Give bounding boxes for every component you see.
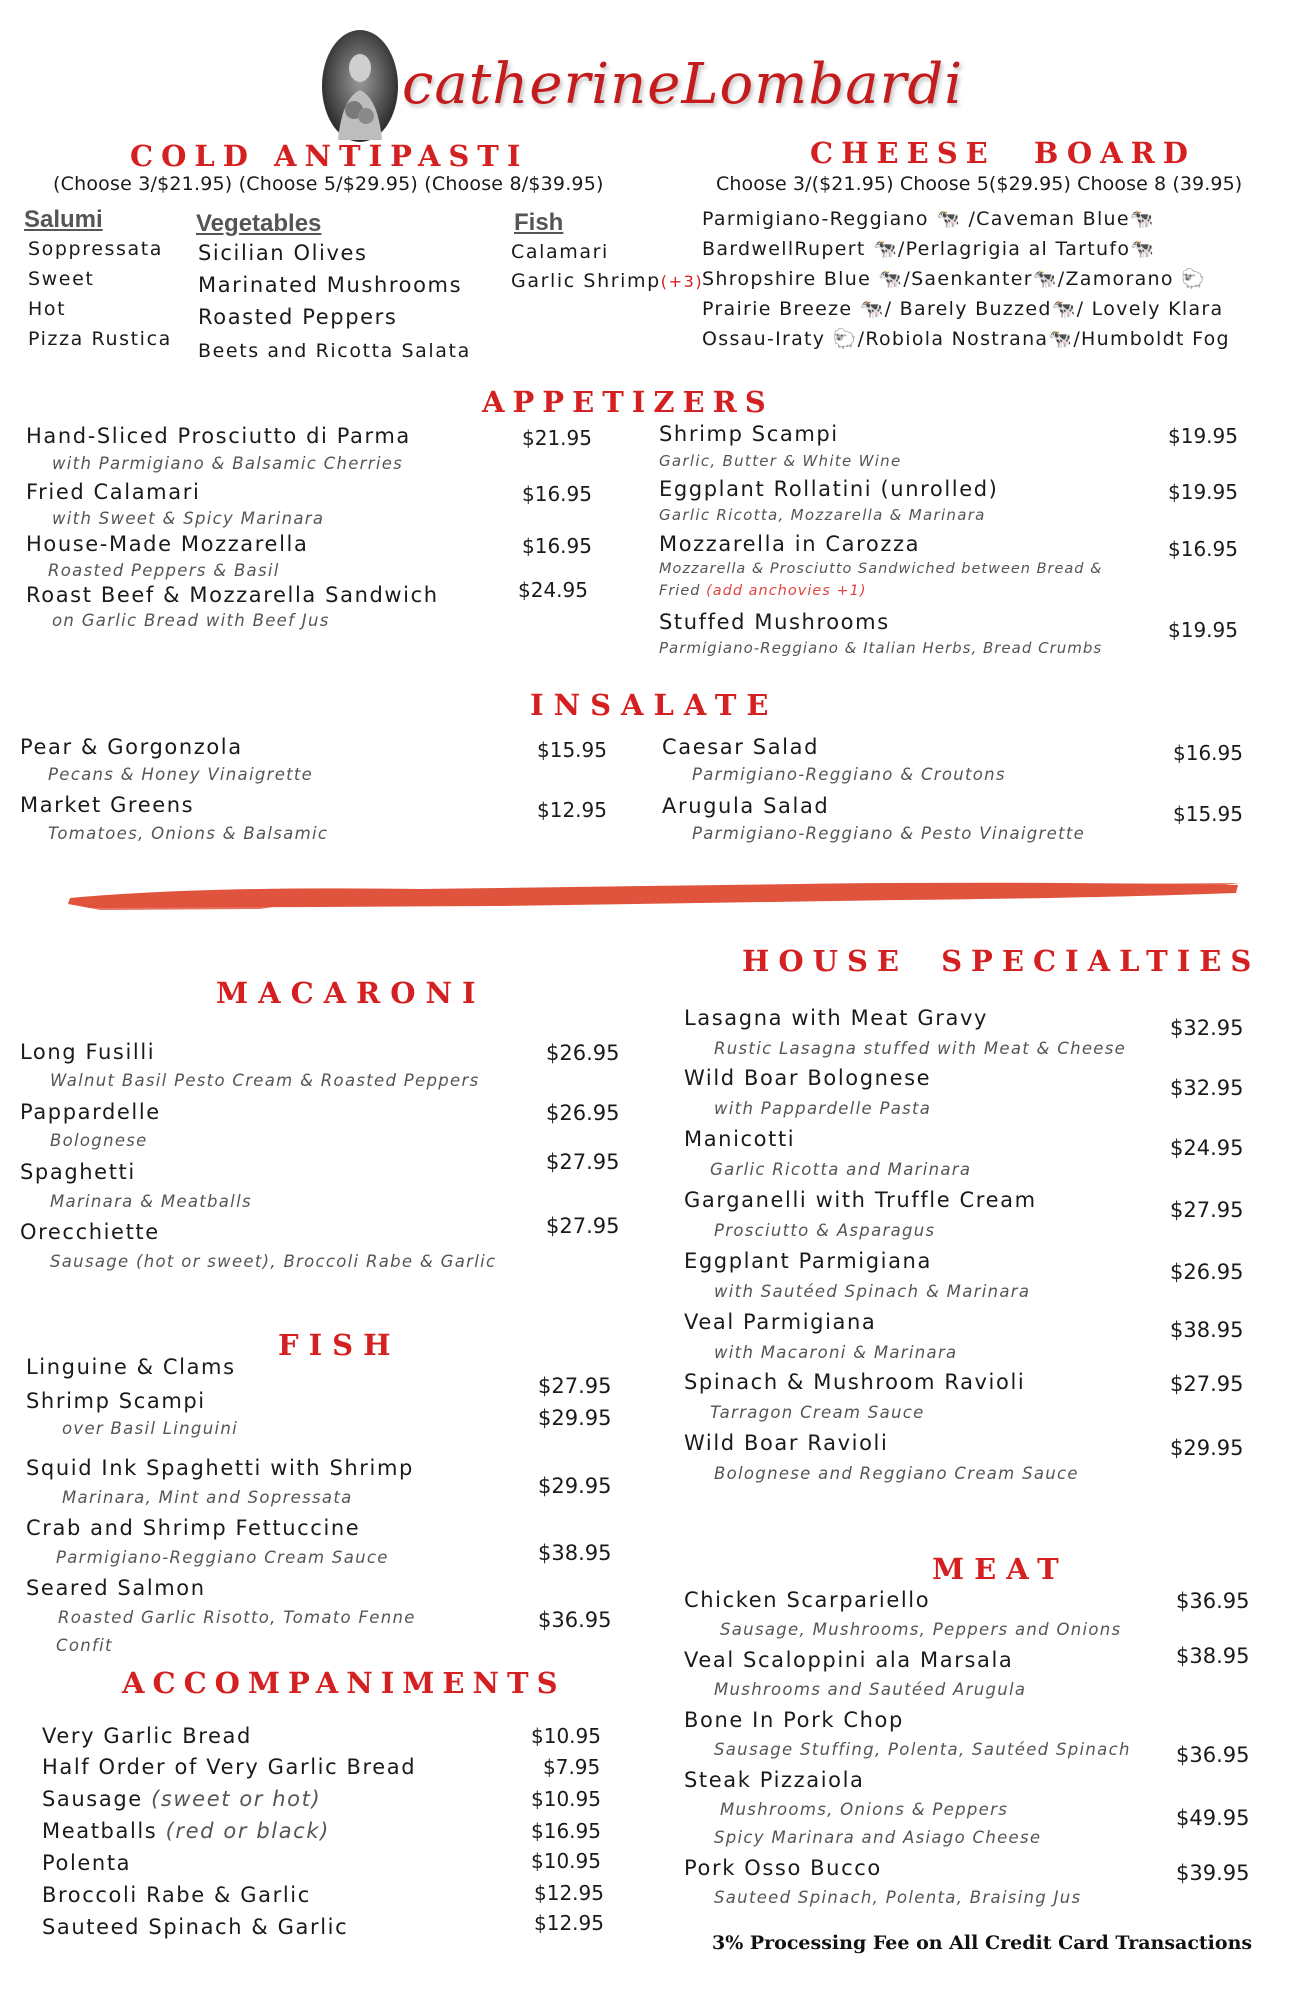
vegetables-item: Marinated Mushrooms (198, 273, 463, 297)
processing-fee-note: 3% Processing Fee on All Credit Card Transactions (712, 1932, 1253, 1954)
salad-name: Market Greens (20, 793, 195, 817)
vegetables-item: Roasted Peppers (198, 305, 398, 329)
meat-price: $39.95 (1176, 1861, 1250, 1885)
side-name (42, 1787, 321, 1811)
macaroni-desc: Bolognese (50, 1131, 148, 1150)
side-name (42, 1819, 330, 1843)
cheese-board-title: CHEESE BOARD (810, 136, 1196, 170)
macaroni-title: MACARONI (216, 976, 486, 1010)
specialty-desc: Bolognese and Reggiano Cream Sauce (714, 1464, 1079, 1483)
logo-wordmark: catherineLombardi (402, 52, 964, 117)
macaroni-desc: Sausage (hot or sweet), Broccoli Rabe & Garlic (50, 1252, 497, 1271)
meat-name: Bone In Pork Chop (684, 1708, 904, 1732)
specialty-desc: with Sautéed Spinach & Marinara (714, 1282, 1031, 1301)
side-name: Polenta (42, 1851, 132, 1875)
fish-price: $36.95 (538, 1608, 612, 1632)
appetizer-name: Eggplant Rollatini (unrolled) (659, 477, 999, 501)
salad-name: Pear & Gorgonzola (20, 735, 243, 759)
logo (320, 28, 980, 144)
meat-price: $49.95 (1176, 1806, 1250, 1830)
appetizer-desc: Garlic Ricotta, Mozzarella & Marinara (659, 506, 986, 524)
specialty-name: Lasagna with Meat Gravy (684, 1006, 989, 1030)
side-price: $10.95 (531, 1849, 601, 1873)
specialty-price: $24.95 (1170, 1136, 1244, 1160)
macaroni-price: $26.95 (546, 1041, 620, 1065)
meat-desc: Sauteed Spinach, Polenta, Braising Jus (714, 1888, 1082, 1907)
meat-title: MEAT (932, 1552, 1069, 1586)
specialty-name: Eggplant Parmigiana (684, 1249, 932, 1273)
specialty-price: $32.95 (1170, 1076, 1244, 1100)
appetizers-title: APPETIZERS (482, 385, 774, 419)
meat-name: Pork Osso Bucco (684, 1856, 882, 1880)
specialty-desc: Prosciutto & Asparagus (714, 1221, 936, 1240)
side-name: Very Garlic Bread (42, 1724, 252, 1748)
fish-name: Shrimp Scampi (26, 1389, 206, 1413)
brush-stroke-divider (0, 876, 1294, 916)
salad-name: Arugula Salad (662, 794, 830, 818)
accompaniments-title: ACCOMPANIMENTS (122, 1666, 566, 1700)
specialty-desc: with Pappardelle Pasta (714, 1099, 932, 1118)
meat-desc: Sausage Stuffing, Polenta, Sautéed Spinach (714, 1740, 1131, 1759)
meat-desc-line2: Spicy Marinara and Asiago Cheese (714, 1828, 1042, 1847)
fish-antipasti-item (511, 270, 703, 292)
macaroni-name: Spaghetti (20, 1160, 136, 1184)
appetizer-price: $24.95 (518, 578, 588, 602)
meat-price: $36.95 (1176, 1743, 1250, 1767)
appetizer-price: $21.95 (522, 426, 592, 450)
side-price: $16.95 (531, 1819, 601, 1843)
fish-antipasti-item: Calamari (511, 241, 609, 263)
appetizer-name: Shrimp Scampi (659, 422, 839, 446)
specialty-price: $26.95 (1170, 1260, 1244, 1284)
specialty-name: Spinach & Mushroom Ravioli (684, 1370, 1026, 1394)
macaroni-name: Pappardelle (20, 1100, 161, 1124)
specialty-name: Wild Boar Bolognese (684, 1066, 932, 1090)
side-name-text: Sausage (42, 1787, 143, 1811)
specialty-desc: Tarragon Cream Sauce (710, 1403, 925, 1422)
garlic-shrimp-label: Garlic Shrimp (511, 270, 661, 292)
appetizer-desc: Roasted Peppers & Basil (48, 561, 280, 580)
appetizer-price: $19.95 (1168, 480, 1238, 504)
meat-price: $38.95 (1176, 1644, 1250, 1668)
specialty-desc: with Macaroni & Marinara (714, 1343, 958, 1362)
salad-name: Caesar Salad (662, 735, 820, 759)
appetizer-price: $19.95 (1168, 424, 1238, 448)
cheese-line: Ossau-Iraty 🐑/Robiola Nostrana🐄/Humboldt Fog (702, 328, 1230, 350)
appetizer-desc: Parmigiano-Reggiano & Italian Herbs, Bread Crumbs (659, 639, 1103, 657)
side-name: Half Order of Very Garlic Bread (42, 1755, 417, 1779)
appetizer-name: Hand-Sliced Prosciutto di Parma (26, 424, 411, 448)
fish-title: FISH (278, 1328, 401, 1362)
specialty-name: Manicotti (684, 1127, 796, 1151)
salad-price: $15.95 (1173, 802, 1243, 826)
appetizer-desc (659, 583, 866, 599)
fish-name: Crab and Shrimp Fettuccine (26, 1516, 361, 1540)
appetizer-desc: Mozzarella & Prosciutto Sandwiched between Bread & (659, 561, 1103, 577)
meat-desc: Sausage, Mushrooms, Peppers and Onions (720, 1620, 1122, 1639)
appetizer-name: House-Made Mozzarella (26, 532, 309, 556)
fish-antipasti-header: Fish (514, 209, 564, 236)
vegetables-item: Beets and Ricotta Salata (198, 340, 471, 362)
specialty-name: Wild Boar Ravioli (684, 1431, 889, 1455)
salumi-header: Salumi (24, 206, 103, 233)
appetizer-name: Roast Beef & Mozzarella Sandwich (26, 583, 439, 607)
side-name: Broccoli Rabe & Garlic (42, 1883, 311, 1907)
side-price: $10.95 (531, 1787, 601, 1811)
meat-name: Veal Scaloppini ala Marsala (684, 1648, 1014, 1672)
fish-desc: Roasted Garlic Risotto, Tomato Fenne (58, 1608, 416, 1627)
salad-desc: Tomatoes, Onions & Balsamic (48, 824, 329, 843)
fish-name: Squid Ink Spaghetti with Shrimp (26, 1456, 414, 1480)
appetizer-name: Fried Calamari (26, 480, 201, 504)
macaroni-name: Orecchiette (20, 1220, 160, 1244)
specialty-price: $32.95 (1170, 1016, 1244, 1040)
anchovy-addon: (add anchovies +1) (706, 583, 867, 599)
appetizer-price: $19.95 (1168, 618, 1238, 642)
macaroni-name: Long Fusilli (20, 1040, 156, 1064)
salad-desc: Parmigiano-Reggiano & Croutons (692, 765, 1006, 784)
salad-price: $16.95 (1173, 741, 1243, 765)
cheese-line: Parmigiano-Reggiano 🐄 /Caveman Blue🐄 (702, 208, 1155, 230)
specialty-price: $27.95 (1170, 1372, 1244, 1396)
vegetables-item: Sicilian Olives (198, 241, 368, 265)
meat-name: Chicken Scarpariello (684, 1588, 931, 1612)
specialty-price: $27.95 (1170, 1198, 1244, 1222)
appetizer-name: Stuffed Mushrooms (659, 610, 890, 634)
side-note: (sweet or hot) (151, 1787, 322, 1811)
meat-name: Steak Pizzaiola (684, 1768, 865, 1792)
appetizer-name: Mozzarella in Carozza (659, 532, 921, 556)
fish-price: $27.95 (538, 1374, 612, 1398)
salad-desc: Pecans & Honey Vinaigrette (48, 765, 314, 784)
meat-price: $36.95 (1176, 1589, 1250, 1613)
side-price: $7.95 (543, 1755, 601, 1779)
macaroni-desc: Marinara & Meatballs (50, 1192, 252, 1211)
appetizer-price: $16.95 (522, 534, 592, 558)
specialty-name: Garganelli with Truffle Cream (684, 1188, 1037, 1212)
cold-antipasti-title: COLD ANTIPASTI (130, 139, 529, 173)
macaroni-price: $26.95 (546, 1101, 620, 1125)
macaroni-price: $27.95 (546, 1214, 620, 1238)
appetizer-desc: with Sweet & Spicy Marinara (52, 509, 325, 528)
fish-name: Seared Salmon (26, 1576, 206, 1600)
fish-price: $29.95 (538, 1474, 612, 1498)
cheese-line: Prairie Breeze 🐄/ Barely Buzzed🐄/ Lovely Klara (702, 298, 1224, 320)
side-name: Sauteed Spinach & Garlic (42, 1915, 349, 1939)
salad-desc: Parmigiano-Reggiano & Pesto Vinaigrette (692, 824, 1086, 843)
cheese-board-pricing: Choose 3/($21.95) Choose 5($29.95) Choose 8 (39.95) (716, 173, 1243, 195)
insalate-title: INSALATE (530, 688, 779, 722)
salad-price: $15.95 (537, 738, 607, 762)
house-specialties-title: HOUSE SPECIALTIES (742, 944, 1261, 978)
specialty-name: Veal Parmigiana (684, 1310, 877, 1334)
macaroni-desc: Walnut Basil Pesto Cream & Roasted Peppers (50, 1071, 480, 1090)
fish-desc: over Basil Linguini (62, 1419, 238, 1438)
fish-price: $29.95 (538, 1406, 612, 1430)
appetizer-desc: on Garlic Bread with Beef Jus (52, 611, 330, 630)
fish-desc: Parmigiano-Reggiano Cream Sauce (56, 1548, 389, 1567)
appetizer-price: $16.95 (522, 482, 592, 506)
salumi-item: Hot (28, 298, 67, 320)
cold-antipasti-pricing: (Choose 3/$21.95) (Choose 5/$29.95) (Choose 8/$39.95) (53, 173, 604, 195)
appetizer-desc: Garlic, Butter & White Wine (659, 452, 902, 470)
specialty-desc: Garlic Ricotta and Marinara (710, 1160, 972, 1179)
macaroni-price: $27.95 (546, 1150, 620, 1174)
meat-desc: Mushrooms and Sautéed Arugula (714, 1680, 1027, 1699)
fish-name: Linguine & Clams (26, 1355, 236, 1379)
specialty-price: $38.95 (1170, 1318, 1244, 1342)
specialty-desc: Rustic Lasagna stuffed with Meat & Cheese (714, 1039, 1127, 1058)
garlic-shrimp-surcharge: (+3) (660, 272, 704, 291)
salumi-item: Soppressata (28, 238, 164, 260)
salad-price: $12.95 (537, 798, 607, 822)
cheese-line: BardwellRupert 🐄/Perlagrigia al Tartufo🐄 (702, 238, 1156, 260)
appetizer-desc-line2: Fried (659, 583, 701, 599)
appetizer-price: $16.95 (1168, 537, 1238, 561)
side-price: $12.95 (534, 1911, 604, 1935)
side-name-text: Meatballs (42, 1819, 158, 1843)
appetizer-desc: with Parmigiano & Balsamic Cherries (52, 454, 404, 473)
cheese-line: Shropshire Blue 🐄/Saenkanter🐄/Zamorano 🐑 (702, 268, 1207, 290)
side-note: (red or black) (165, 1819, 330, 1843)
side-price: $10.95 (531, 1724, 601, 1748)
specialty-price: $29.95 (1170, 1436, 1244, 1460)
meat-desc: Mushrooms, Onions & Peppers (720, 1800, 1009, 1819)
fish-desc-line2: Confit (56, 1636, 113, 1655)
salumi-item: Pizza Rustica (28, 328, 172, 350)
vegetables-header: Vegetables (196, 210, 322, 237)
fish-desc: Marinara, Mint and Sopressata (62, 1488, 353, 1507)
side-price: $12.95 (534, 1881, 604, 1905)
fish-price: $38.95 (538, 1541, 612, 1565)
salumi-item: Sweet (28, 268, 95, 290)
